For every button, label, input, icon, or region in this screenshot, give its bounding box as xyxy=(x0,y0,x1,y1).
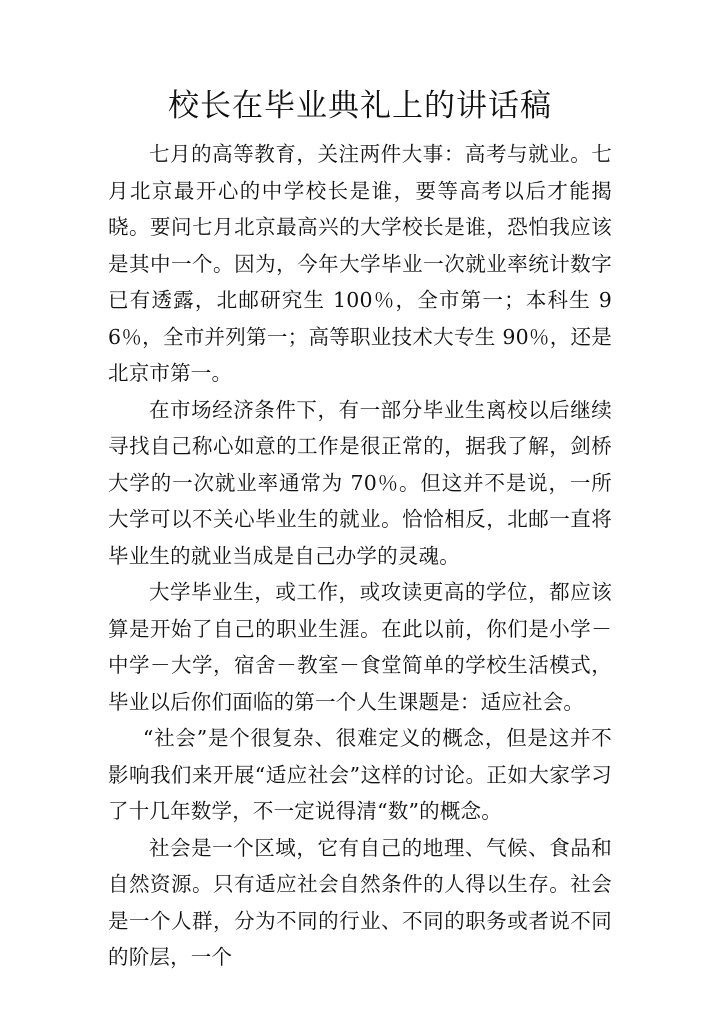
paragraph-3: 大学毕业生，或工作，或攻读更高的学位，都应该算是开始了自己的职业生涯。在此以前，你们是小学－中学－大学，宿舍－教室－食堂简单的学校生活模式，毕业以后你们面临的第一个人生课题是：适应社会。 xyxy=(108,580,612,714)
paragraph-5: 社会是一个区域，它有自己的地理、气候、食品和自然资源。只有适应社会自然条件的人得以生存。社会是一个人群，分为不同的行业、不同的职务或者说不同的阶层，一个 xyxy=(108,835,612,969)
document-body xyxy=(108,136,612,976)
paragraph-4: “社会”是个很复杂、很难定义的概念，但是这并不影响我们来开展“适应社会”这样的讨论。正如大家学习了十几年数学，不一定说得清“数”的概念。 xyxy=(108,726,612,823)
paragraph-2: 在市场经济条件下，有一部分毕业生离校以后继续寻找自己称心如意的工作是很正常的，据我了解，剑桥大学的一次就业率通常为 70％。但这并不是说，一所大学可以不关心毕业生的就业。恰恰相反，北邮一直将毕业生的就业当成是自己办学的灵魂。 xyxy=(108,397,612,568)
document-title: 校长在毕业典礼上的讲话稿 xyxy=(168,88,552,124)
paragraph-1: 七月的高等教育，关注两件大事：高考与就业。七月北京最开心的中学校长是谁，要等高考以后才能揭晓。要问七月北京最高兴的大学校长是谁，恐怕我应该是其中一个。因为，今年大学毕业一次就业率统计数字已有透露，北邮研究生 100％，全市第一；本科生 96％，全市并列第一；高等职业技术大专生 90％，还是北京市第一。 xyxy=(108,142,612,385)
